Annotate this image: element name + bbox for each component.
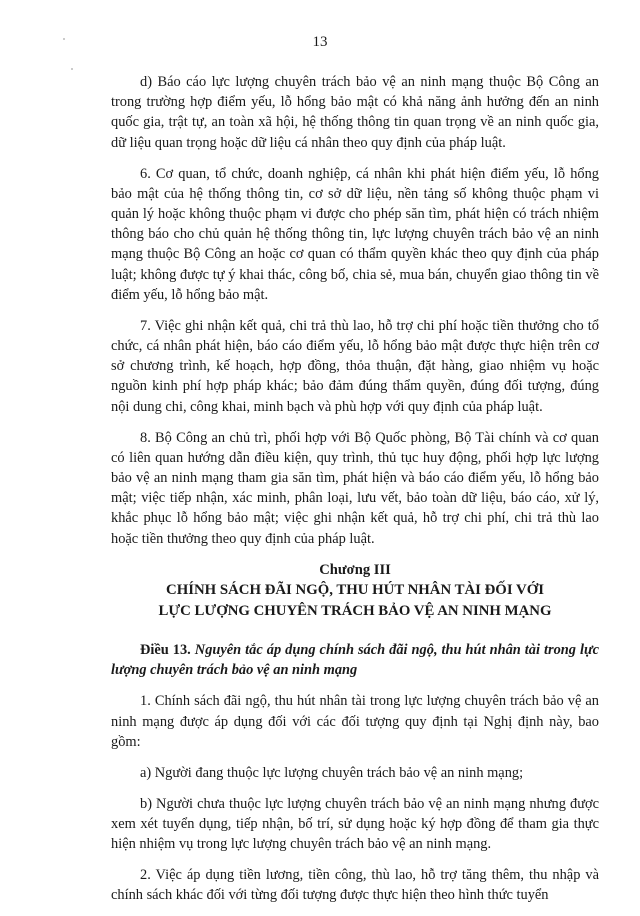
document-body bbox=[111, 72, 599, 916]
paragraph-5d: d) Báo cáo lực lượng chuyên trách bảo vệ an ninh mạng thuộc Bộ Công an trong trường hợp điểm yếu, lỗ hổng bảo mật có khả năng ảnh hưởng đến an ninh quốc gia, trật tự, an toàn xã hội, hệ thống thông tin quan trọng về an ninh quốc gia, dữ liệu quan trọng hoặc dữ liệu cá nhân theo quy định của pháp luật. bbox=[111, 74, 599, 151]
paragraph-6: 6. Cơ quan, tổ chức, doanh nghiệp, cá nhân khi phát hiện điểm yếu, lỗ hổng bảo mật của hệ thống thông tin, cơ sở dữ liệu, nền tảng số không thuộc phạm vi quản lý hoặc không thuộc phạm vi được cho phép săn tìm, phát hiện có trách nhiệm thông báo cho chủ quản hệ thống thông tin, lực lượng chuyên trách bảo vệ an ninh mạng thuộc Bộ Công an hoặc cơ quan có thẩm quyền khác theo quy định của pháp luật; không được tự ý khai thác, công bố, chia sẻ, mua bán, chuyển giao thông tin về điểm yếu, lỗ hổng bảo mật. bbox=[111, 165, 599, 303]
page-number: 13 bbox=[312, 34, 328, 50]
paragraph-13-1: 1. Chính sách đãi ngộ, thu hút nhân tài trong lực lượng chuyên trách bảo vệ an ninh mạng được áp dụng đối với các đối tượng quy định tại Nghị định này, bao gồm: bbox=[111, 693, 599, 750]
chapter-title-line-1: CHÍNH SÁCH ĐÃI NGỘ, THU HÚT NHÂN TÀI ĐỐI VỚI bbox=[166, 582, 544, 599]
article-13-heading bbox=[111, 640, 599, 680]
paragraph-13-2: 2. Việc áp dụng tiền lương, tiền công, thù lao, hỗ trợ tăng thêm, thu nhập và chính sách khác đối với từng đối tượng được thực hiện theo hình thức tuyển bbox=[111, 867, 599, 904]
article-title: Nguyên tắc áp dụng chính sách đãi ngộ, thu hút nhân tài trong lực lượng chuyên trách bảo vệ an ninh mạng bbox=[111, 642, 599, 679]
paragraph-13-1a: a) Người đang thuộc lực lượng chuyên trách bảo vệ an ninh mạng; bbox=[140, 764, 524, 781]
scan-speck bbox=[71, 68, 73, 70]
chapter-title bbox=[111, 580, 599, 621]
article-label: Điều 13. bbox=[140, 642, 191, 659]
paragraph-13-1b: b) Người chưa thuộc lực lượng chuyên trách bảo vệ an ninh mạng nhưng được xem xét tuyển dụng, tiếp nhận, bố trí, sử dụng hoặc ký hợp đồng để tham gia thực hiện nhiệm vụ trong lực lượng chuyên trách bảo vệ an ninh mạng. bbox=[111, 795, 599, 853]
paragraph-8: 8. Bộ Công an chủ trì, phối hợp với Bộ Quốc phòng, Bộ Tài chính và cơ quan có liên quan hướng dẫn điều kiện, quy trình, thủ tục huy động, phối hợp lực lượng bảo vệ an ninh mạng tham gia săn tìm, phát hiện và báo cáo điểm yếu, lỗ hổng bảo mật; việc tiếp nhận, xác minh, phân loại, lưu vết, bảo toàn dữ liệu, báo cáo, xử lý, khắc phục lỗ hổng bảo mật; việc ghi nhận kết quả, hỗ trợ chi phí, chi trả thù lao hoặc tiền thưởng theo quy định của pháp luật. bbox=[111, 429, 599, 547]
chapter-heading: Chương III bbox=[319, 561, 391, 578]
chapter-title-line-2: LỰC LƯỢNG CHUYÊN TRÁCH BẢO VỆ AN NINH MẠNG bbox=[158, 602, 552, 619]
paragraph-7: 7. Việc ghi nhận kết quả, chi trả thù lao, hỗ trợ chi phí hoặc tiền thưởng cho tổ chức, cá nhân phát hiện, báo cáo điểm yếu, lỗ hổng bảo mật được thực hiện trên cơ sở chương trình, kế hoạch, hợp đồng, thỏa thuận, đặt hàng, giao nhiệm vụ hoặc nguồn kinh phí hợp pháp khác; bảo đảm đúng thẩm quyền, đúng đối tượng, đúng nội dung chi, công khai, minh bạch và phù hợp với quy định của pháp luật. bbox=[111, 317, 599, 415]
